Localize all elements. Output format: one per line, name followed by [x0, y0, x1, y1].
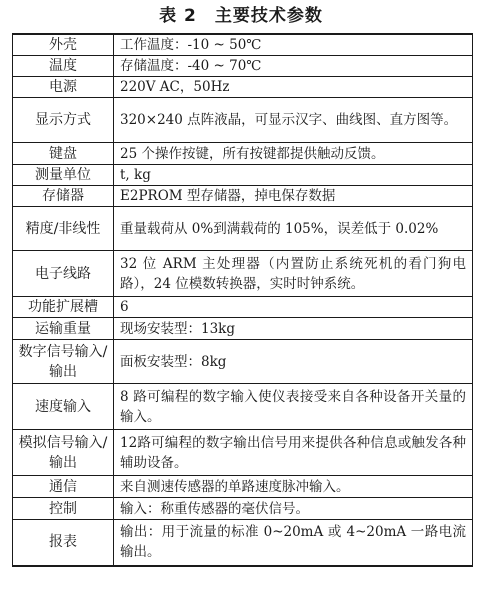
table-row: [13, 476, 473, 498]
row-value: E2PROM 型存储器，掉电保存数据: [114, 186, 473, 207]
row-key: 存储器: [13, 186, 114, 207]
table-row: [13, 165, 473, 186]
row-value: 25 个操作按键，所有按键都提供触动反馈。: [114, 143, 473, 165]
row-key: 速度输入: [13, 384, 114, 430]
table-row: [13, 520, 473, 566]
table-row: [13, 207, 473, 251]
row-key: 报表: [13, 520, 114, 566]
row-key: 数字信号输入/输出: [13, 340, 114, 384]
table-row: [13, 384, 473, 430]
row-value: 工作温度：-10 ~ 50℃: [114, 34, 473, 56]
row-key: 电源: [13, 77, 114, 98]
row-key: 功能扩展槽: [13, 297, 114, 318]
table-row: [13, 340, 473, 384]
row-value: 面板安装型：8kg: [114, 340, 473, 384]
table-row: [13, 56, 473, 77]
row-value: 320×240 点阵液晶，可显示汉字、曲线图、直方图等。: [114, 98, 473, 143]
row-value: 输出：用于流量的标准 0~20mA 或 4~20mA 一路电流输出。: [114, 520, 473, 566]
table-row: [13, 186, 473, 207]
row-key: 测量单位: [13, 165, 114, 186]
table-caption: 表 2 主要技术参数: [159, 6, 323, 26]
row-value: 8 路可编程的数字输入使仪表接受来自各种设备开关量的输入。: [114, 384, 473, 430]
spec-table: [12, 33, 473, 567]
row-value: 12路可编程的数字输出信号用来提供各种信息或触发各种辅助设备。: [114, 430, 473, 476]
row-value: 来自测速传感器的单路速度脉冲输入。: [114, 476, 473, 498]
row-value: 存储温度：-40 ~ 70℃: [114, 56, 473, 77]
row-key: 精度/非线性: [13, 207, 114, 251]
row-key: 电子线路: [13, 251, 114, 297]
row-value: 输入：称重传感器的毫伏信号。: [114, 498, 473, 520]
table-row: [13, 498, 473, 520]
row-key: 外壳: [13, 34, 114, 56]
table-row: [13, 430, 473, 476]
row-key: 键盘: [13, 143, 114, 165]
table-row: [13, 77, 473, 98]
row-value: 现场安装型：13kg: [114, 318, 473, 340]
table-row: [13, 34, 473, 56]
table-row: [13, 251, 473, 297]
table-row: [13, 143, 473, 165]
row-value: 重量载荷从 0%到满载荷的 105%，误差低于 0.02%: [114, 207, 473, 251]
row-value: t, kg: [114, 165, 473, 186]
row-value: 220V AC，50Hz: [114, 77, 473, 98]
row-value: 6: [114, 297, 473, 318]
row-key: 显示方式: [13, 98, 114, 143]
table-row: [13, 98, 473, 143]
row-key: 模拟信号输入/输出: [13, 430, 114, 476]
row-key: 控制: [13, 498, 114, 520]
row-key: 运输重量: [13, 318, 114, 340]
row-key: 通信: [13, 476, 114, 498]
row-key: 温度: [13, 56, 114, 77]
table-row: [13, 297, 473, 318]
table-row: [13, 318, 473, 340]
row-value: 32 位 ARM 主处理器（内置防止系统死机的看门狗电路），24 位模数转换器，实时时钟系统。: [114, 251, 473, 297]
